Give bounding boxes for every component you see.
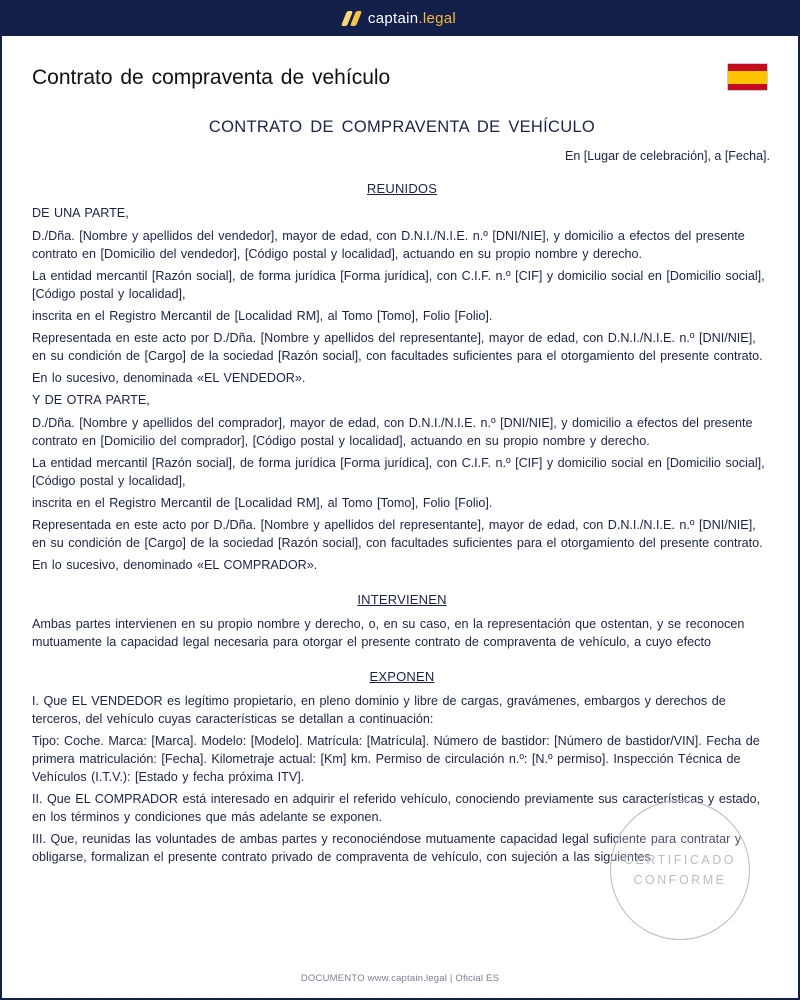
section-heading-exponen: EXPONEN bbox=[369, 669, 435, 684]
paragraph: D./Dña. [Nombre y apellidos del comprador], mayor de edad, con D.N.I./N.I.E. n.º [DNI/NIE], y domicilio a efectos del presente contrato en [Domicilio del comprador], [Código postal y localidad], actuando en su propio nombre y derecho. bbox=[32, 416, 753, 448]
document-page bbox=[2, 36, 798, 998]
place-date: En [Lugar de celebración], a [Fecha]. bbox=[565, 149, 770, 163]
stamp-line-2: CONFORME bbox=[633, 873, 727, 887]
paragraph: La entidad mercantil [Razón social], de forma jurídica [Forma jurídica], con C.I.F. n.º [CIF] y domicilio social en [Domicilio social], [Código postal y localidad], bbox=[32, 456, 765, 488]
document-content bbox=[32, 116, 772, 870]
paragraph: En lo sucesivo, denominado «EL COMPRADOR». bbox=[32, 558, 318, 572]
paragraph: Representada en este acto por D./Dña. [Nombre y apellidos del representante], mayor de edad, con D.N.I./N.I.E. n.º [DNI/NIE], en su condición de [Cargo] de la sociedad [Razón social], con facultades suficientes para el otorgamiento del presente contrato. bbox=[32, 518, 763, 550]
top-bar bbox=[0, 0, 800, 36]
paragraph: I. Que EL VENDEDOR es legítimo propietario, en pleno dominio y libre de cargas, gravámenes, embargos y derechos de terceros, del vehículo cuyas características se detallan a continuación: bbox=[32, 694, 726, 726]
document-footer: DOCUMENTO www.captain.legal | Oficial ES bbox=[300, 973, 500, 984]
page-title: Contrato de compraventa de vehículo bbox=[32, 66, 391, 89]
brand-suffix: .legal bbox=[418, 9, 457, 27]
paragraph: DE UNA PARTE, bbox=[32, 206, 129, 220]
paragraph: En lo sucesivo, denominada «EL VENDEDOR». bbox=[32, 371, 306, 385]
section-heading-reunidos: REUNIDOS bbox=[366, 181, 438, 196]
section-heading-intervienen: INTERVIENEN bbox=[357, 592, 447, 607]
paragraph: D./Dña. [Nombre y apellidos del vendedor], mayor de edad, con D.N.I./N.I.E. n.º [DNI/NIE], y domicilio a efectos del presente contrato en [Domicilio del vendedor], [Código postal y localidad], actuando en su propio nombre y derecho. bbox=[32, 229, 745, 261]
stamp-line-1: CERTIFICADO bbox=[624, 853, 736, 867]
paragraph: Representada en este acto por D./Dña. [Nombre y apellidos del representante], mayor de edad, con D.N.I./N.I.E. n.º [DNI/NIE], en su condición de [Cargo] de la sociedad [Razón social], con facultades suficientes para el otorgamiento del presente contrato. bbox=[32, 331, 763, 363]
paragraph: inscrita en el Registro Mercantil de [Localidad RM], al Tomo [Tomo], Folio [Folio]. bbox=[32, 496, 493, 510]
paragraph: Y DE OTRA PARTE, bbox=[32, 393, 150, 407]
certificate-stamp bbox=[610, 800, 750, 940]
paragraph: II. Que EL COMPRADOR está interesado en adquirir el referido vehículo, conociendo previamente sus características y estado, en los términos y condiciones que más adelante se exponen. bbox=[32, 792, 761, 824]
paragraph: inscrita en el Registro Mercantil de [Localidad RM], al Tomo [Tomo], Folio [Folio]. bbox=[32, 309, 493, 323]
paragraph: La entidad mercantil [Razón social], de forma jurídica [Forma jurídica], con C.I.F. n.º [CIF] y domicilio social en [Domicilio social], [Código postal y localidad], bbox=[32, 269, 765, 301]
paragraph: Tipo: Coche. Marca: [Marca]. Modelo: [Modelo]. Matrícula: [Matrícula]. Número de bastidor: [Número de bastidor/VIN]. Fecha de primera matriculación: [Fecha]. Kilometraje actual: [Km] km. Permiso de circulación n.º: [N.º permiso]. Inspección Técnica de Vehículos (I.T.V.): [Estado y fecha próxima ITV]. bbox=[32, 734, 760, 784]
spain-flag-icon bbox=[728, 64, 767, 90]
document-title: CONTRATO DE COMPRAVENTA DE VEHÍCULO bbox=[208, 118, 596, 136]
captain-logo-icon bbox=[341, 11, 362, 26]
paragraph: III. Que, reunidas las voluntades de ambas partes y reconociéndose mutuamente capacidad legal suficiente para contratar y obligarse, formalizan el presente contrato privado de compraventa de vehículo, con sujeción a las siguientes bbox=[32, 832, 742, 864]
brand-name-text: captain bbox=[367, 9, 419, 27]
brand-name[interactable] bbox=[368, 10, 456, 27]
paragraph: Ambas partes intervienen en su propio nombre y derecho, o, en su caso, en la representación que ostentan, y se reconocen mutuamente la capacidad legal necesaria para otorgar el presente contrato de compraventa de vehículo, a cuyo efecto bbox=[32, 617, 745, 649]
